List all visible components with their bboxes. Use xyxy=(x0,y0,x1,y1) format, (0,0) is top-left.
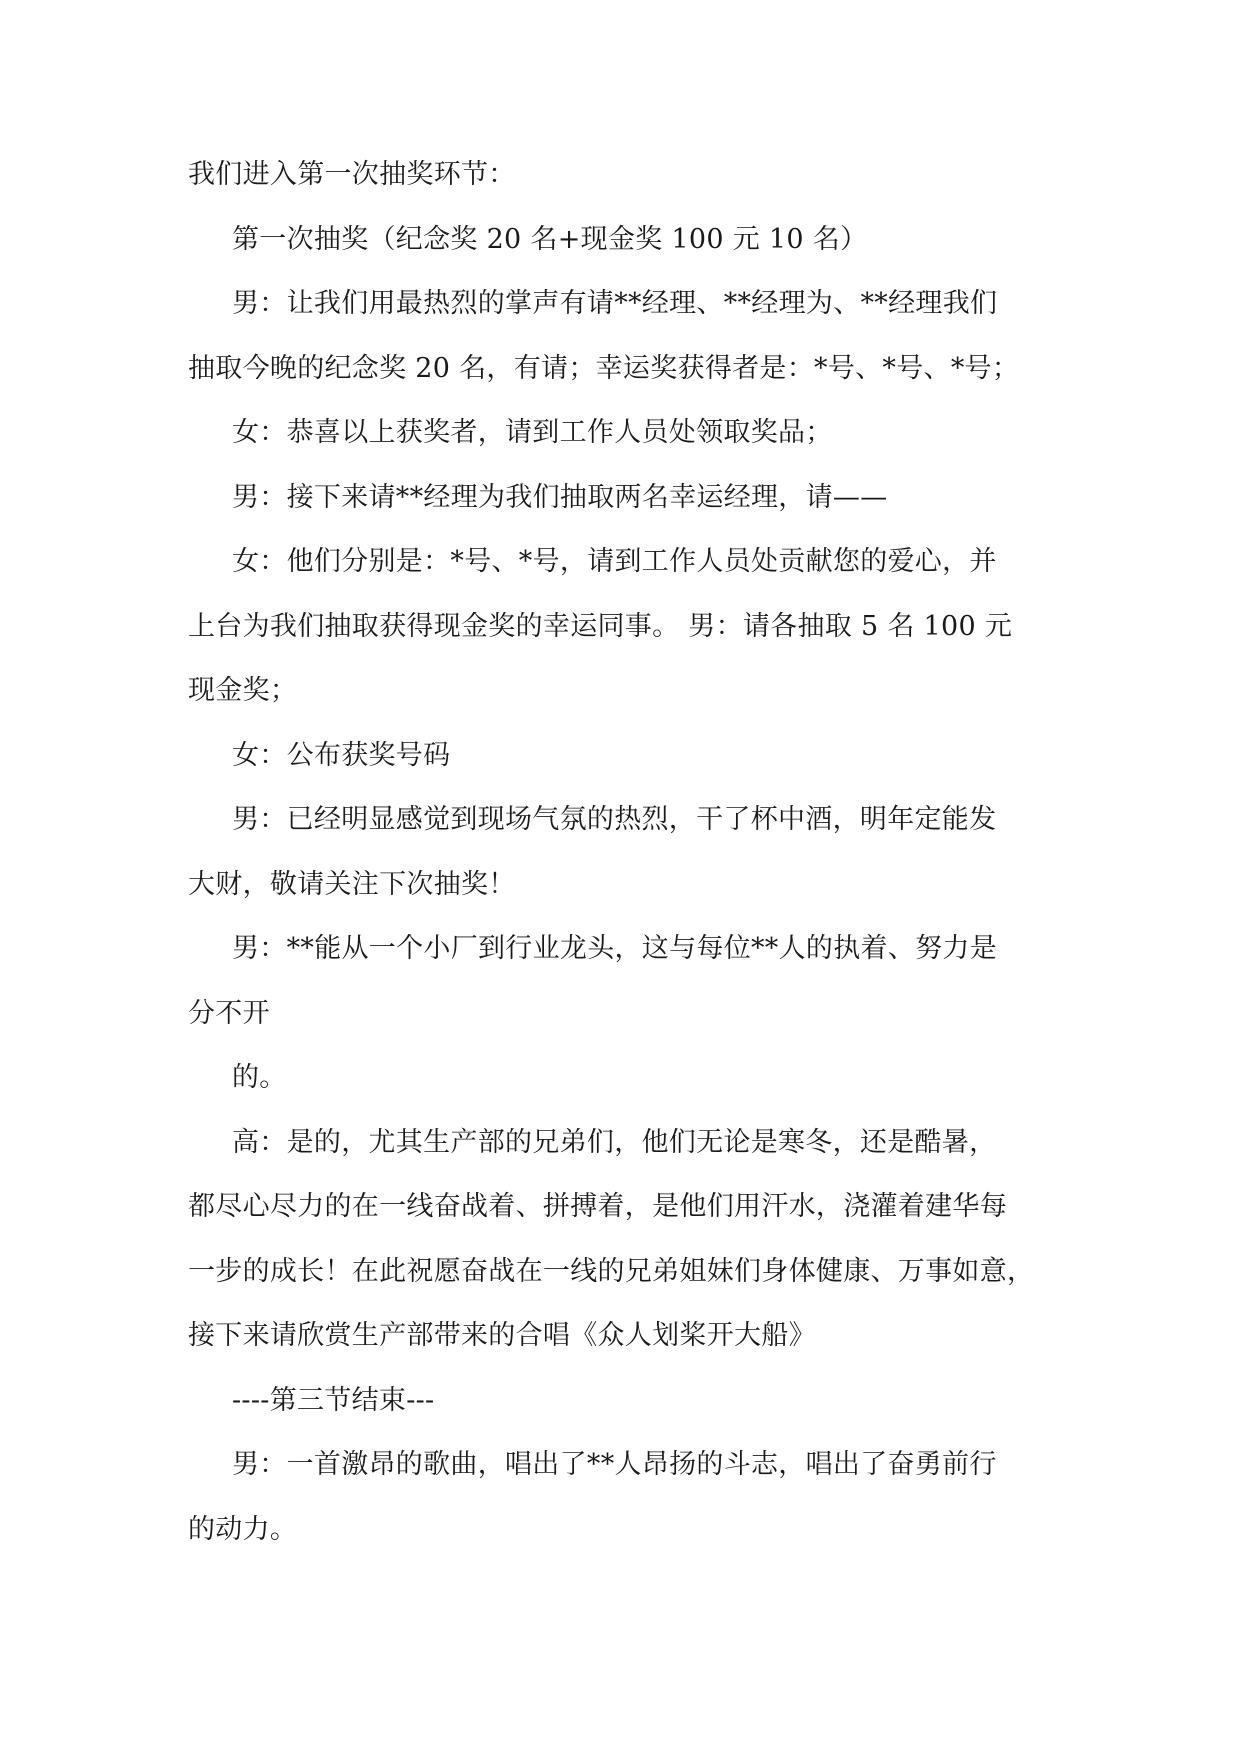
text-line: 男：一首激昂的歌曲，唱出了**人昂扬的斗志，唱出了奋勇前行 xyxy=(232,1449,997,1480)
text-line: 抽取今晚的纪念奖 20 名，有请；幸运奖获得者是：*号、*号、*号； xyxy=(188,352,1020,384)
text-line: 现金奖； xyxy=(188,675,298,706)
text-line: 女：公布获奖号码 xyxy=(232,739,451,771)
document-body xyxy=(188,160,1058,1579)
text-line: 男：已经明显感觉到现场气氛的热烈，干了杯中酒，明年定能发 xyxy=(232,804,997,835)
text-line: 男：**能从一个小厂到行业龙头，这与每位**人的执着、努力是 xyxy=(232,933,997,964)
text-line: 一步的成长！在此祝愿奋战在一线的兄弟姐妹们身体健康、万事如意， xyxy=(188,1255,1035,1287)
text-line: 男：接下来请**经理为我们抽取两名幸运经理，请—— xyxy=(232,481,888,513)
text-line: 我们进入第一次抽奖环节： xyxy=(188,159,516,190)
text-line: 都尽心尽力的在一线奋战着、拼搏着，是他们用汗水，浇灌着建华每 xyxy=(188,1191,1007,1222)
text-line: 男：让我们用最热烈的掌声有请**经理、**经理为、**经理我们 xyxy=(232,288,998,319)
text-line: 女：恭喜以上获奖者，请到工作人员处领取奖品； xyxy=(232,417,833,448)
text-line: 大财，敬请关注下次抽奖！ xyxy=(188,868,516,900)
text-line: 的动力。 xyxy=(188,1513,298,1545)
text-line: 的。 xyxy=(232,1062,287,1093)
text-line: 上台为我们抽取获得现金奖的幸运同事。 男：请各抽取 5 名 100 元 xyxy=(188,610,1013,642)
text-line: 第一次抽奖（纪念奖 20 名+现金奖 100 元 10 名） xyxy=(232,223,868,255)
text-line: 高：是的，尤其生产部的兄弟们，他们无论是寒冬，还是酷暑， xyxy=(232,1126,997,1158)
text-line: 分不开 xyxy=(188,997,270,1029)
text-line: 女：他们分别是：*号、*号，请到工作人员处贡献您的爱心，并 xyxy=(232,546,997,577)
text-line: 接下来请欣赏生产部带来的合唱《众人划桨开大船》 xyxy=(188,1320,816,1351)
text-line: ----第三节结束--- xyxy=(232,1384,435,1416)
